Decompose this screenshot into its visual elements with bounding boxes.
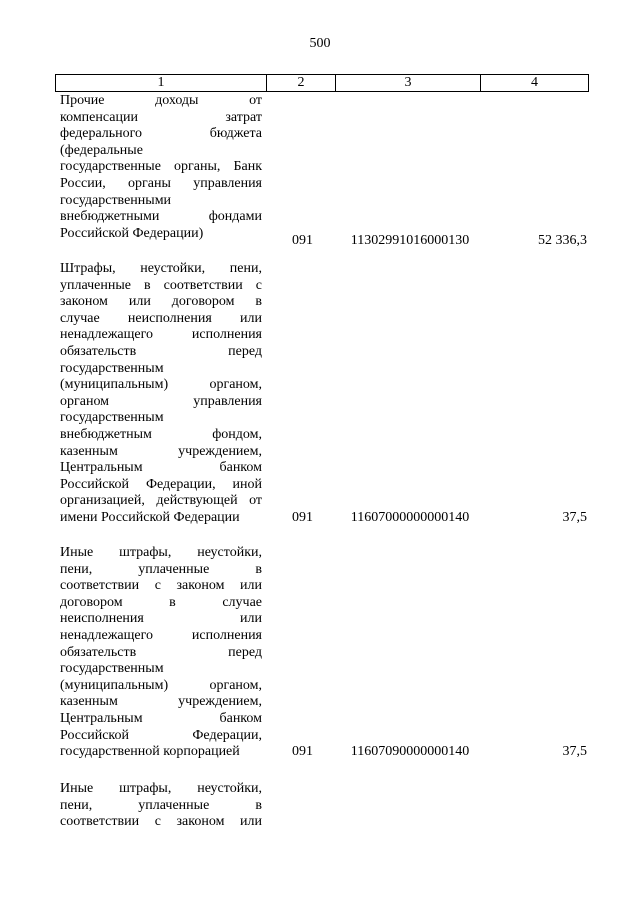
budget-classification-code: 11607090000000140 <box>350 744 470 759</box>
description-line: казенным учреждением, <box>60 443 262 459</box>
row-description <box>60 545 262 761</box>
description-line: Центральным банком <box>60 710 262 726</box>
description-line: (муниципальным) органом, <box>60 677 262 693</box>
description-line: Российской Федерации, <box>60 727 262 743</box>
row-description <box>60 781 262 831</box>
description-line: внебюджетными фондами <box>60 209 262 225</box>
column-header-1: 1 <box>56 75 267 92</box>
row-description <box>60 261 262 527</box>
description-line: уплаченные в соответствии с <box>60 277 262 293</box>
description-line: Иные штрафы, неустойки, <box>60 781 262 796</box>
admin-code: 091 <box>292 233 313 248</box>
description-line: государственным <box>60 360 164 376</box>
description-line: организацией, действующей от <box>60 493 262 509</box>
row-description <box>60 93 262 242</box>
description-line: договором в случае <box>60 594 262 610</box>
description-line: Центральным банком <box>60 460 262 476</box>
description-line: казенным учреждением, <box>60 694 262 710</box>
description-line: государственным <box>60 410 164 426</box>
description-line: обязательств перед <box>60 343 262 359</box>
description-line: (федеральные <box>60 142 143 158</box>
description-line: государственным <box>60 661 164 677</box>
description-line: государственными <box>60 192 172 208</box>
description-line: соответствии с законом или <box>60 814 262 830</box>
description-line: Иные штрафы, неустойки, <box>60 545 262 560</box>
column-header-table <box>55 74 589 92</box>
description-line: внебюджетным фондом, <box>60 426 262 442</box>
page-number: 500 <box>309 36 331 51</box>
description-line: Российской Федерации, иной <box>60 476 262 492</box>
description-line: (муниципальным) органом, <box>60 377 262 393</box>
column-header-2: 2 <box>267 75 336 92</box>
column-header-4: 4 <box>481 75 589 92</box>
amount-value: 37,5 <box>562 744 587 759</box>
description-line: Штрафы, неустойки, пени, <box>60 261 262 276</box>
description-line: органом управления <box>60 393 262 409</box>
description-line: пени, уплаченные в <box>60 561 262 577</box>
description-line: пени, уплаченные в <box>60 797 262 813</box>
column-header-3: 3 <box>336 75 481 92</box>
column-header-row <box>56 75 589 92</box>
budget-classification-code: 11302991016000130 <box>350 233 470 248</box>
description-line: ненадлежащего исполнения <box>60 327 262 343</box>
description-line: федерального бюджета <box>60 126 262 142</box>
description-line: неисполнения или <box>60 611 262 627</box>
description-line: Российской Федерации) <box>60 225 204 241</box>
description-line: случае неисполнения или <box>60 310 262 326</box>
description-line: обязательств перед <box>60 644 262 660</box>
description-line: ненадлежащего исполнения <box>60 627 262 643</box>
description-line: законом или договором в <box>60 294 262 310</box>
description-line: имени Российской Федерации <box>60 509 240 525</box>
admin-code: 091 <box>292 744 313 759</box>
amount-value: 37,5 <box>562 510 587 525</box>
admin-code: 091 <box>292 510 313 525</box>
description-line: соответствии с законом или <box>60 578 262 594</box>
description-line: государственной корпорацией <box>60 744 240 760</box>
description-line: Прочие доходы от <box>60 93 262 108</box>
description-line: компенсации затрат <box>60 109 262 125</box>
budget-classification-code: 11607000000000140 <box>350 510 470 525</box>
amount-value: 52 336,3 <box>538 233 587 248</box>
description-line: России, органы управления <box>60 175 262 191</box>
description-line: государственные органы, Банк <box>60 159 262 175</box>
